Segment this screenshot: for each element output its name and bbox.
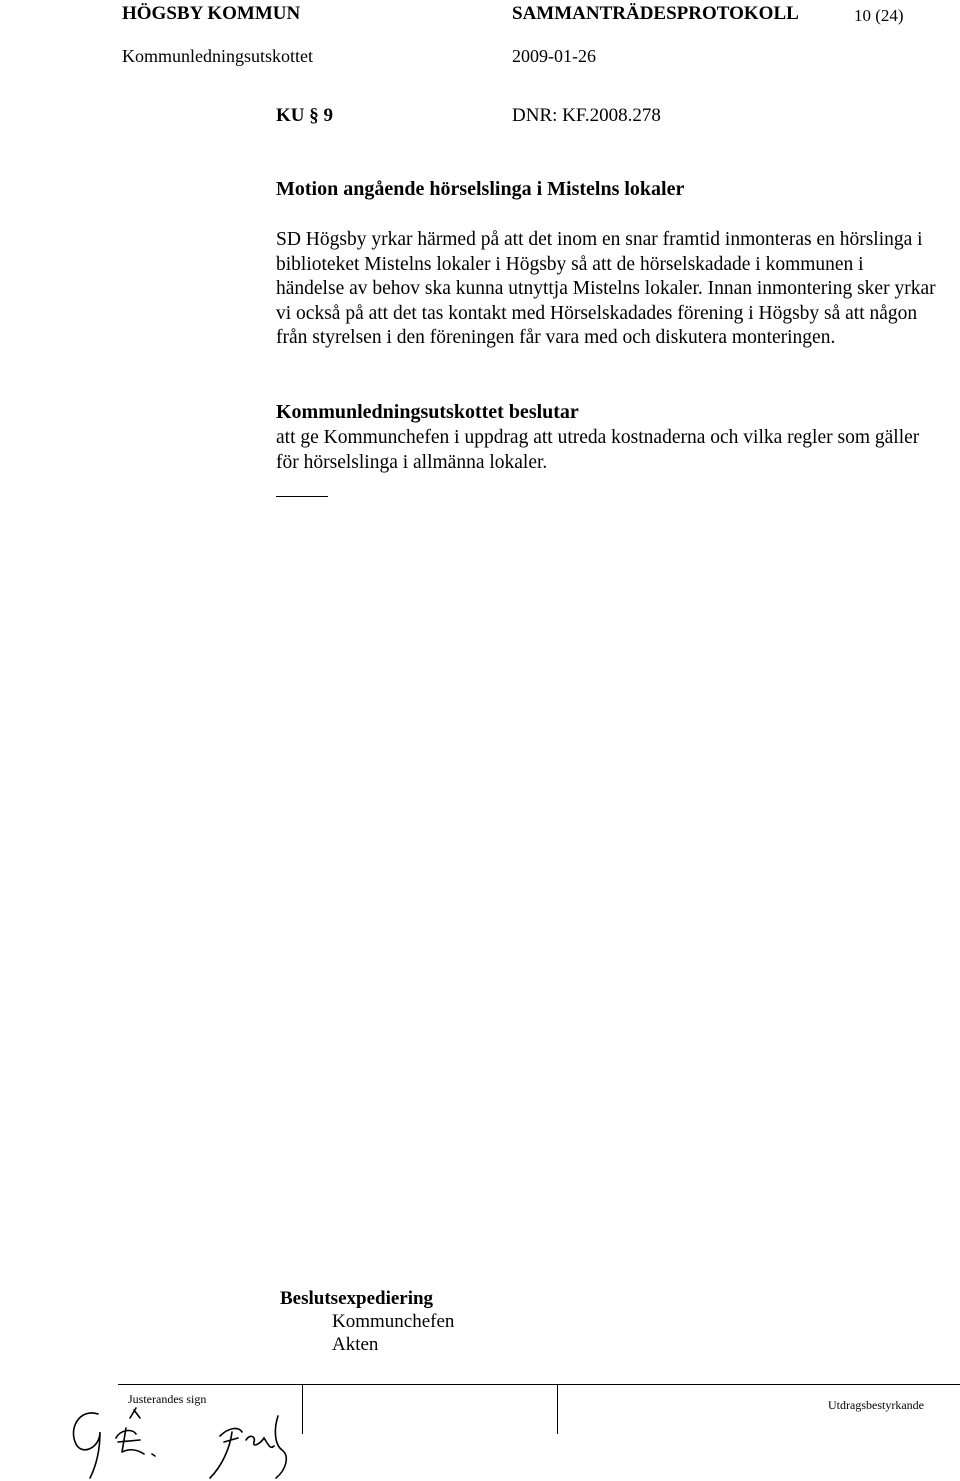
expedition-recipient: Kommunchefen (332, 1311, 455, 1332)
protocol-title: SAMMANTRÄDESPROTOKOLL (512, 3, 799, 24)
end-rule (276, 496, 328, 497)
decision-text: att ge Kommunchefen i uppdrag att utreda kostnaderna och vilka regler som gäller för hörselslinga i allmänna lokaler. (276, 427, 920, 473)
meeting-date: 2009-01-26 (512, 46, 596, 66)
decision-heading: Kommunledningsutskottet beslutar (276, 401, 579, 423)
section-number: KU § 9 (276, 105, 333, 126)
handwritten-signature (60, 1388, 300, 1481)
expedition-recipient: Akten (332, 1334, 379, 1355)
extract-label: Utdragsbestyrkande (828, 1398, 924, 1412)
motion-text: SD Högsby yrkar härmed på att det inom en snar framtid inmonteras en hörslinga i biblioteket Mistelns lokaler i Högsby så att de hörselskadade i kommunen i händelse av behov ska kunna utnyttja Mistelns lokaler. Innan inmontering sker yrkar vi också på att det tas kontakt med Hörselskadades förening i Högsby så att någon från styrelsen i den föreningen får vara med och diskutera monteringen. (276, 229, 936, 348)
footer-divider-mid (557, 1384, 558, 1434)
adjuster-label: Justerandes sign (128, 1392, 207, 1406)
organization-name: HÖGSBY KOMMUN (122, 3, 301, 24)
committee-name: Kommunledningsutskottet (122, 46, 313, 66)
expedition-heading: Beslutsexpediering (280, 1288, 434, 1309)
page-number: 10 (24) (854, 6, 904, 25)
motion-heading: Motion angående hörselslinga i Mistelns lokaler (276, 178, 685, 200)
footer-divider-left (302, 1384, 303, 1434)
dnr-reference: DNR: KF.2008.278 (512, 105, 661, 126)
footer-top-rule (118, 1384, 960, 1385)
